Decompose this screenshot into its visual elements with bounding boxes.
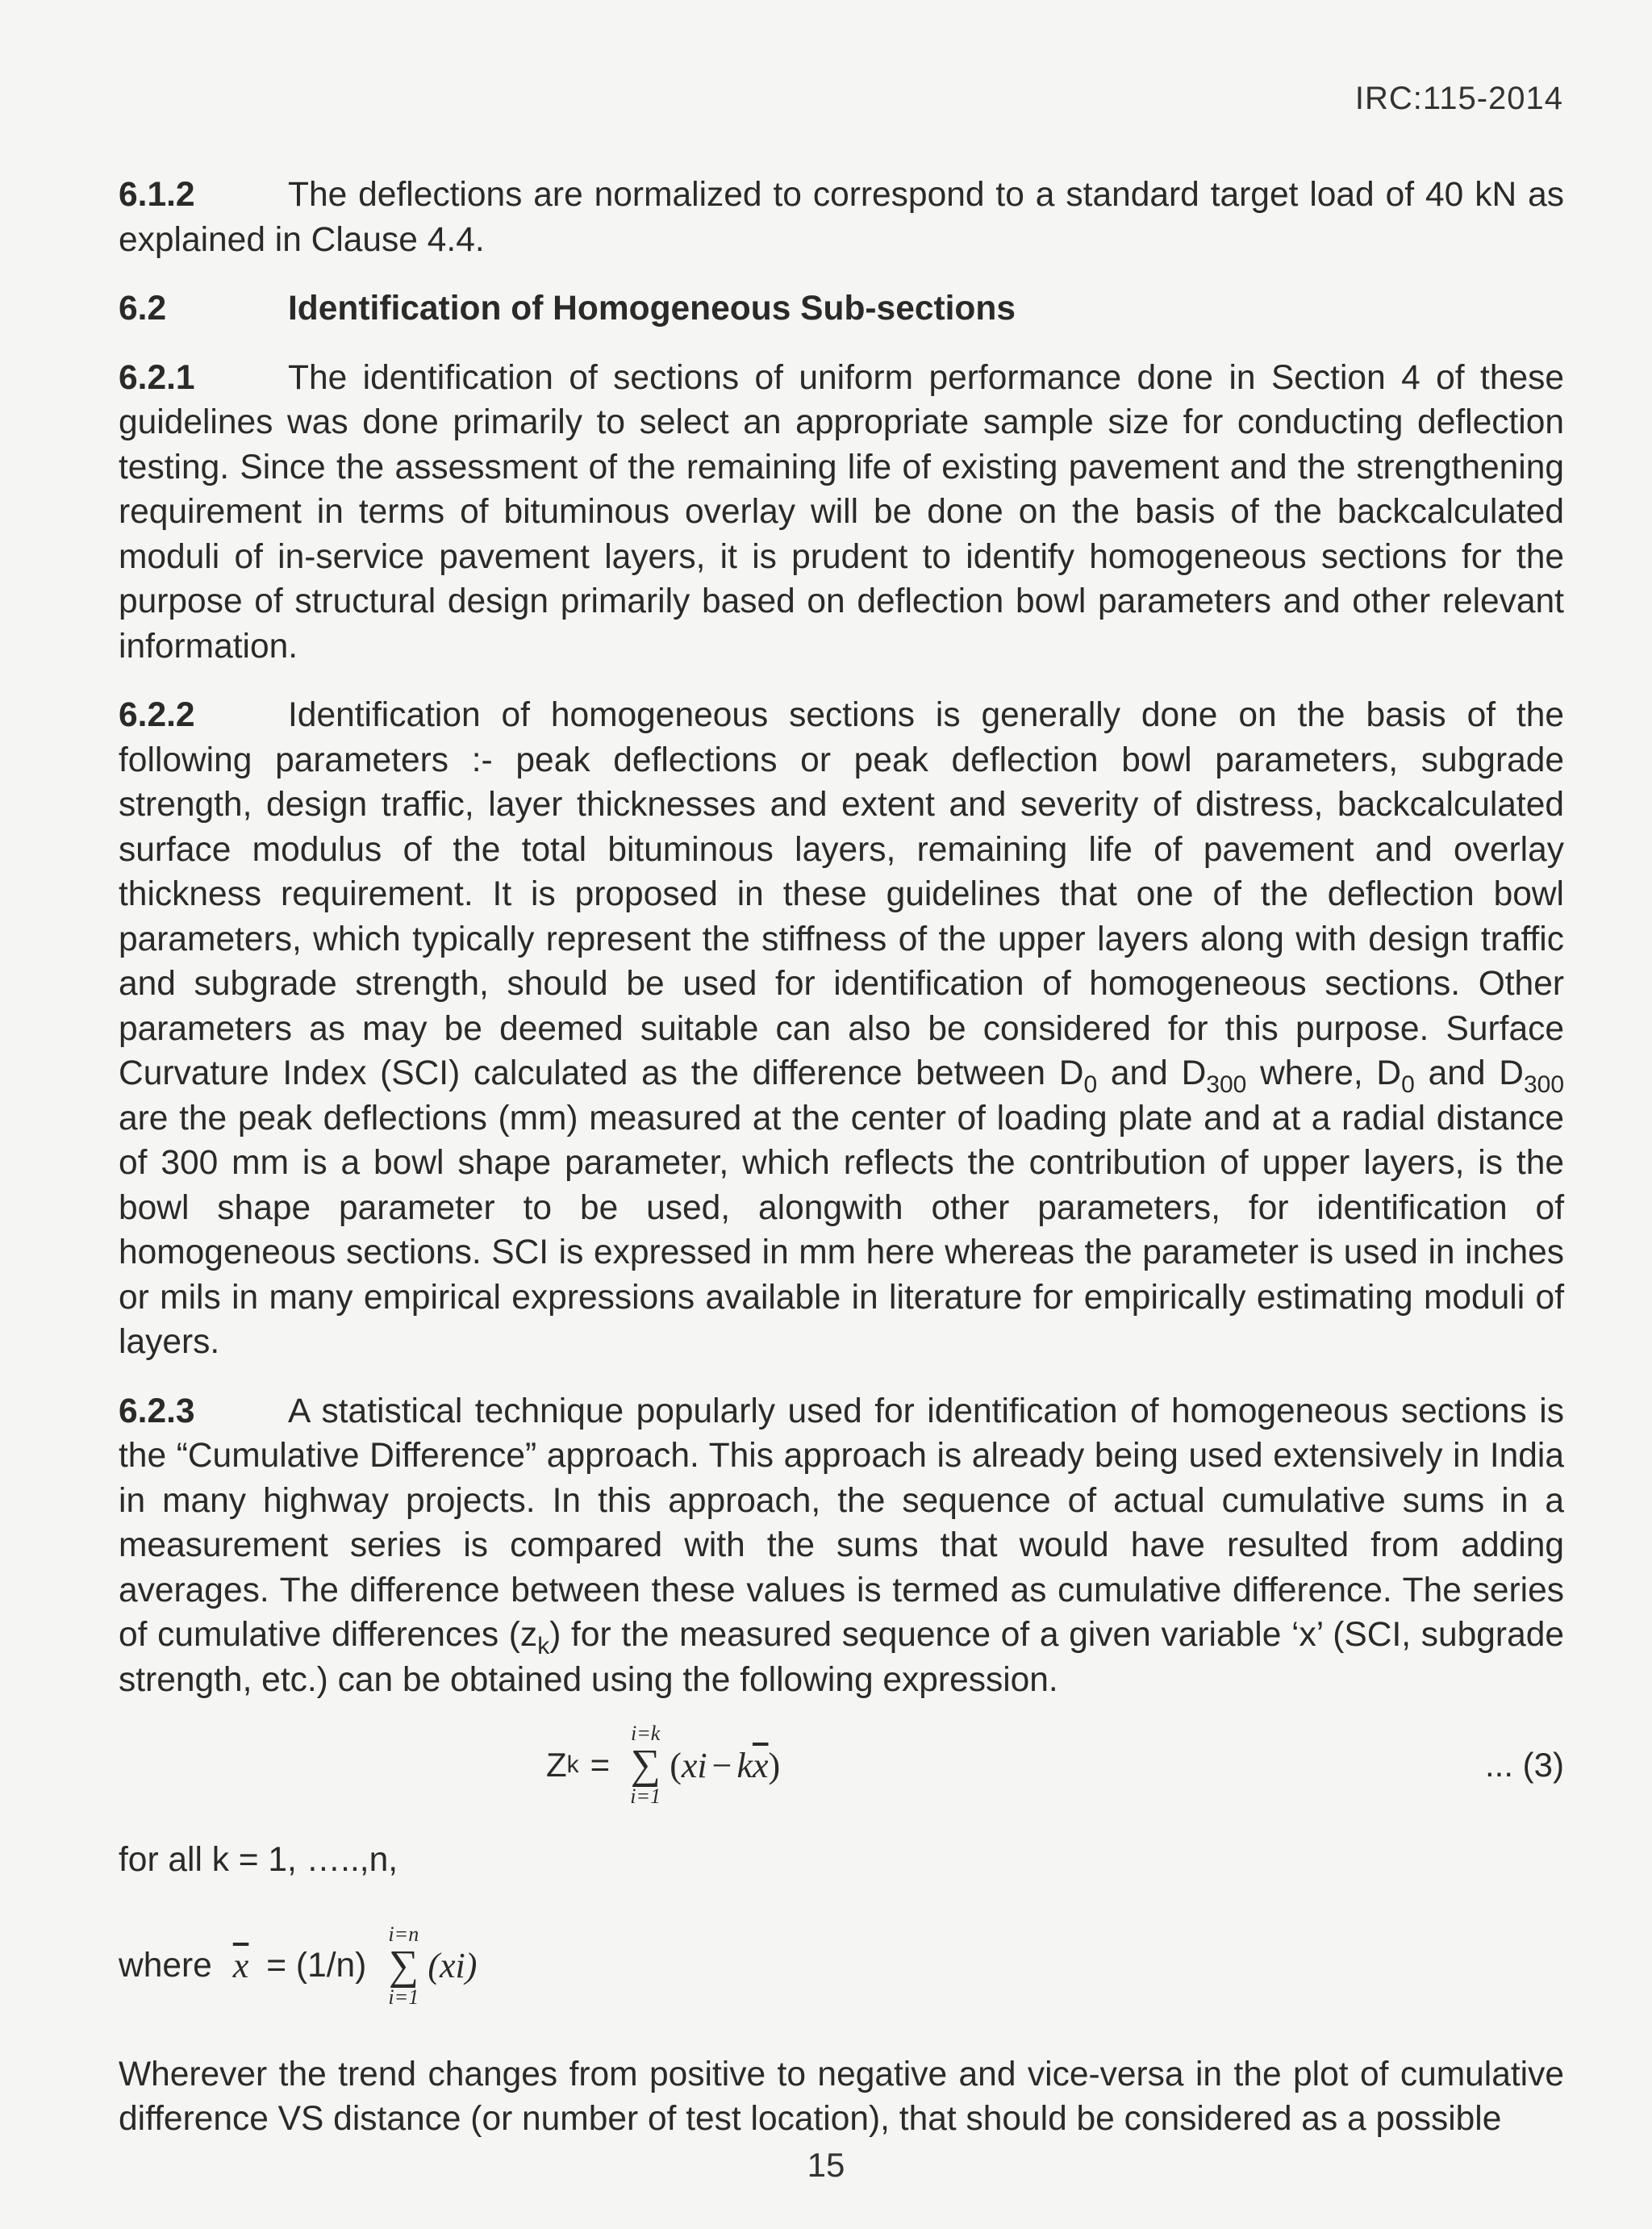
where-clause	[119, 1914, 1564, 2018]
subscript: 300	[1206, 1071, 1247, 1098]
summation-body	[670, 1745, 780, 1786]
clause-text: A statistical technique popularly used for identification of homogeneous sections is the “Cumulative Difference” approach. This approach is already being used extensively in India in many highway projects. In this approach, the sequence of actual cumulative sums in a measurement series is compared with the sums that would have resulted from adding averages. The difference between these values is termed as cumulative difference. The series of cumulative differences (z	[119, 1392, 1564, 1654]
section-heading-6-2	[119, 286, 1564, 332]
clause-text: and D	[1414, 1054, 1524, 1092]
subscript: 0	[1401, 1071, 1415, 1098]
xbar-symbol: $\overline{x}$	[232, 1946, 249, 1985]
equation-3	[119, 1717, 1564, 1814]
clause-number: 6.2.2	[119, 696, 195, 734]
clause-number: 6.2.1	[119, 358, 195, 397]
clause-6-2-1	[119, 356, 1564, 670]
clause-text: The identification of sections of uniform performance done in Section 4 of these guidelines was done primarily to select an appropriate sample size for conducting deflection testing. Since the assessment of the remaining life of existing pavement and the strengthening requirement in terms of bituminous overlay will be done on the basis of the backcalculated moduli of in-service pavement layers, it is prudent to identify homogeneous sections for the purpose of structural design primarily based on deflection bowl parameters and other relevant information.	[119, 358, 1564, 666]
clause-text: and D	[1097, 1054, 1207, 1092]
document-id: IRC:115-2014	[1354, 81, 1563, 116]
minus-sign: −	[711, 1745, 732, 1785]
summation	[621, 1722, 670, 1809]
clause-text: ) for the measured sequence of a given variable ‘x’ (SCI, subgrade strength, etc.) can be obtained using the following expression.	[119, 1616, 1564, 1699]
page-number: 15	[807, 2146, 845, 2184]
summation-upper-limit: i=k	[631, 1722, 661, 1745]
summation-body: (xi)	[428, 1946, 478, 1985]
close-paren: )	[768, 1745, 781, 1785]
where-expression	[119, 1914, 477, 2018]
clause-6-2-2	[119, 693, 1564, 1365]
summation-lower-limit: i=1	[388, 1985, 419, 2009]
sigma-symbol: ∑	[630, 1742, 661, 1788]
closing-paragraph: Wherever the trend changes from positive to negative and vice-versa in the plot of cumulative difference VS distance (or number of test location), that should be considered as a possible	[119, 2055, 1564, 2138]
clause-number: 6.1.2	[119, 176, 195, 214]
subscript: 300	[1523, 1071, 1565, 1098]
clause-text: are the peak deflections (mm) measured at the center of loading plate and at a radial distance of 300 mm is a bowl shape parameter, which reflects the contribution of upper layers, is the bowl shape parameter to be used, alongwith other parameters, for identification of homogeneous sections. SCI is expressed in mm here whereas the parameter is used in inches or mils in many empirical expressions available in literature for empirically estimating moduli of layers.	[119, 1099, 1564, 1361]
forall-clause: for all k = 1, …..,n,	[119, 1841, 398, 1879]
equation-lhs: Z	[546, 1746, 567, 1784]
clause-text: where, D	[1246, 1054, 1402, 1092]
term-k: k	[736, 1745, 753, 1785]
clause-6-2-3	[119, 1389, 1564, 1703]
clause-number: 6.2.3	[119, 1392, 195, 1430]
summation-upper-limit: i=n	[388, 1922, 419, 1946]
clause-6-1-2	[119, 173, 1564, 262]
term-xi: xi	[681, 1745, 707, 1785]
term-xbar: $\overline{x}$	[752, 1745, 769, 1785]
open-paren: (	[670, 1745, 682, 1785]
section-title: Identification of Homogeneous Sub-sections	[288, 290, 1016, 328]
equation-number: ... (3)	[1484, 1746, 1564, 1784]
clause-text: Identification of homogeneous sections is generally done on the basis of the following parameters :- peak deflections or peak deflection bowl parameters, subgrade strength, design traffic, layer thicknesses and extent and severity of distress, backcalculated surface modulus of the total bituminous layers, remaining life of pavement and overlay thickness requirement. It is proposed in these guidelines that one of the deflection bowl parameters, which typically represent the stiffness of the upper layers along with design traffic and subgrade strength, should be used for identification of homogeneous sections. Other parameters as may be deemed suitable can also be considered for this purpose. Surface Curvature Index (SCI) calculated as the difference between D	[119, 696, 1564, 1092]
where-equals: = (1/n)	[266, 1946, 367, 1985]
where-label: where	[119, 1946, 212, 1985]
equation-equals: =	[590, 1746, 611, 1784]
subscript: k	[537, 1633, 550, 1659]
page-content	[119, 173, 1564, 2166]
equation-body: Z k = i=k ∑ i=1 $(xi - k\overline{x})$	[546, 1722, 781, 1808]
sigma-symbol: ∑	[388, 1942, 419, 1989]
clause-text: The deflections are normalized to correspond to a standard target load of 40 kN as explained in Clause 4.4.	[119, 176, 1564, 259]
summation-lower-limit: i=1	[630, 1784, 661, 1808]
summation	[379, 1922, 428, 2010]
subscript: 0	[1083, 1071, 1098, 1098]
section-number: 6.2	[119, 290, 167, 328]
